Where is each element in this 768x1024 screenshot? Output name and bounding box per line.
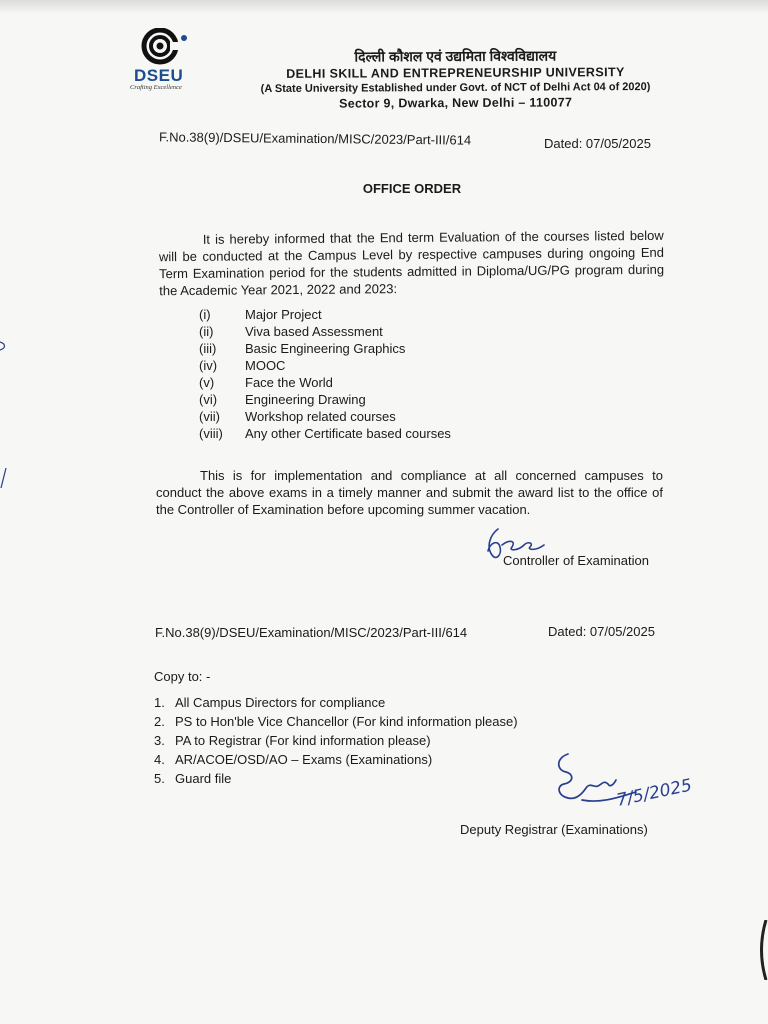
order-date: Dated: 07/05/2025 — [544, 136, 651, 151]
university-name: DELHI SKILL AND ENTREPRENEURSHIP UNIVERSITY — [286, 65, 625, 81]
logo-tagline: Crafting Excellence — [130, 84, 182, 91]
scan-edge-mark-icon — [0, 468, 8, 488]
list-item: (viii) Any other Certificate based courses — [199, 426, 451, 441]
university-established: (A State University Established under Govt. of NCT of Delhi Act 04 of 2020) — [260, 80, 651, 96]
page-top-shadow — [0, 0, 768, 14]
list-item: 3. PA to Registrar (For kind information please) — [154, 733, 431, 748]
university-address: Sector 9, Dwarka, New Delhi – 110077 — [339, 95, 573, 111]
signature-date: 7/5/2025 — [614, 775, 694, 811]
list-item: (iii) Basic Engineering Graphics — [199, 341, 406, 356]
closing-text: This is for implementation and compliance at all concerned campuses to conduct the above exams in a timely manner and submit the award list to the office of the Controller of Examination before upcoming summer vacation. — [156, 468, 663, 517]
list-item: 5. Guard file — [154, 771, 232, 786]
list-item: 4. AR/ACOE/OSD/AO – Exams (Examinations) — [154, 752, 433, 767]
letterhead — [228, 47, 683, 112]
copy-file-number: F.No.38(9)/DSEU/Examination/MISC/2023/Part-III/614 — [155, 625, 468, 640]
scan-edge-mark-icon — [0, 340, 8, 352]
university-name-hindi: दिल्ली कौशल एवं उद्यमिता विश्वविद्यालय — [354, 47, 557, 65]
list-item: 2. PS to Hon'ble Vice Chancellor (For kind information please) — [154, 714, 518, 729]
copy-date: Dated: 07/05/2025 — [548, 624, 655, 639]
intro-paragraph — [159, 227, 665, 299]
copy-recipient-list — [154, 693, 518, 788]
list-item: (v) Face the World — [199, 375, 333, 390]
controller-signatory: Controller of Examination — [503, 553, 649, 568]
closing-paragraph — [156, 467, 663, 518]
page-title: OFFICE ORDER — [362, 181, 462, 196]
intro-text: It is hereby informed that the End term Evaluation of the courses listed below will be conducted at the Campus Level by respective campuses during ongoing End Term Examination period for the students admitted in Diploma/UG/PG program during the Academic Year 2021, 2022 and 2023: — [158, 227, 665, 299]
list-item: (i) Major Project — [199, 307, 322, 322]
deputy-registrar-signature-icon — [552, 748, 722, 828]
course-list — [199, 306, 451, 442]
list-item: (vii) Workshop related courses — [199, 409, 396, 424]
list-item: (iv) MOOC — [199, 358, 286, 373]
list-item: (vi) Engineering Drawing — [199, 392, 366, 407]
logo-text: DSEU — [134, 66, 184, 85]
list-item: 1. All Campus Directors for compliance — [154, 695, 386, 710]
copy-heading: Copy to: - — [154, 669, 211, 684]
scan-edge-mark-icon — [758, 920, 768, 980]
list-item: (ii) Viva based Assessment — [199, 324, 383, 339]
deputy-registrar-signatory: Deputy Registrar (Examinations) — [460, 822, 648, 837]
file-number: F.No.38(9)/DSEU/Examination/MISC/2023/Part-III/614 — [158, 129, 472, 148]
